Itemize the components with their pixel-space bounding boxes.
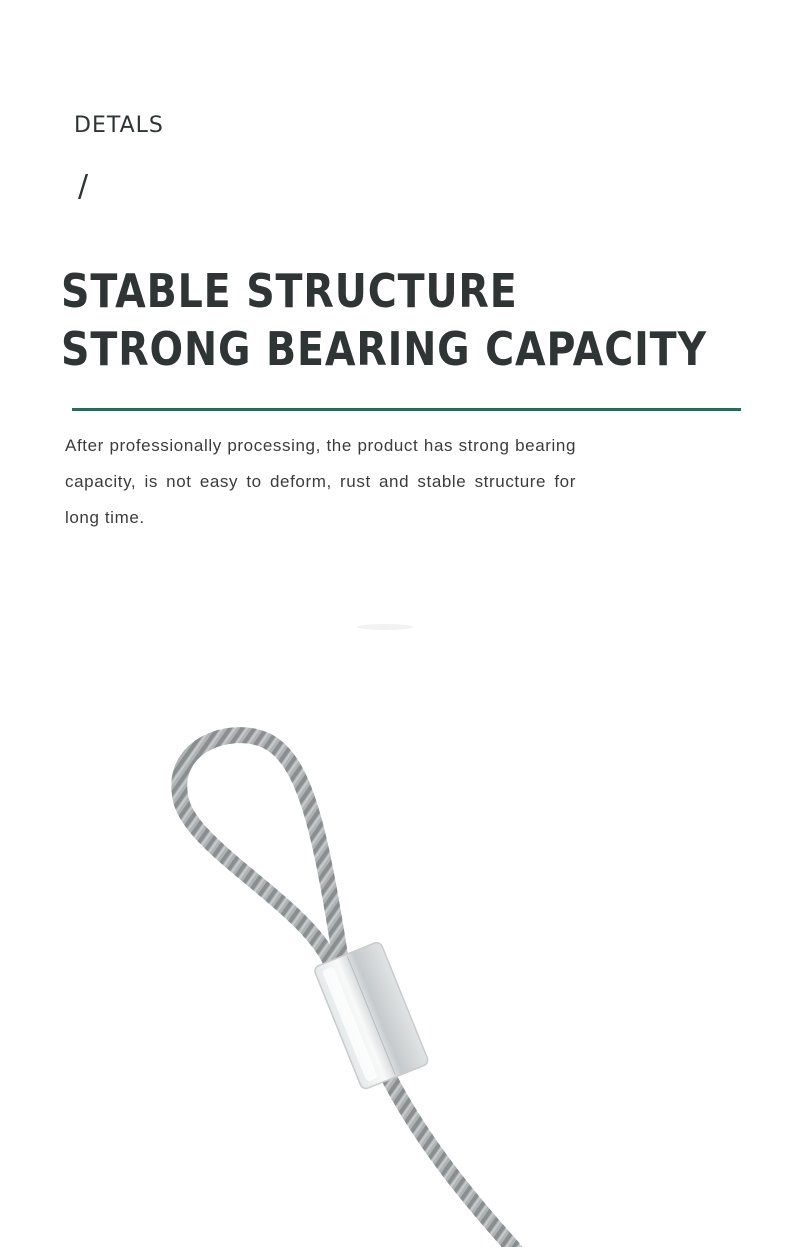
headline-line-2: STRONG BEARING CAPACITY bbox=[61, 322, 708, 376]
headline bbox=[61, 262, 707, 378]
section-separator: / bbox=[78, 169, 89, 204]
section-label: DETALS bbox=[74, 113, 164, 138]
accent-divider bbox=[72, 408, 741, 411]
wire-rope-loop-icon bbox=[0, 600, 790, 1247]
product-description: After professionally processing, the product has strong bearing capacity, is not easy to deform, rust and stable structure for long time. bbox=[65, 436, 576, 527]
headline-line-1: STABLE STRUCTURE bbox=[61, 264, 518, 318]
